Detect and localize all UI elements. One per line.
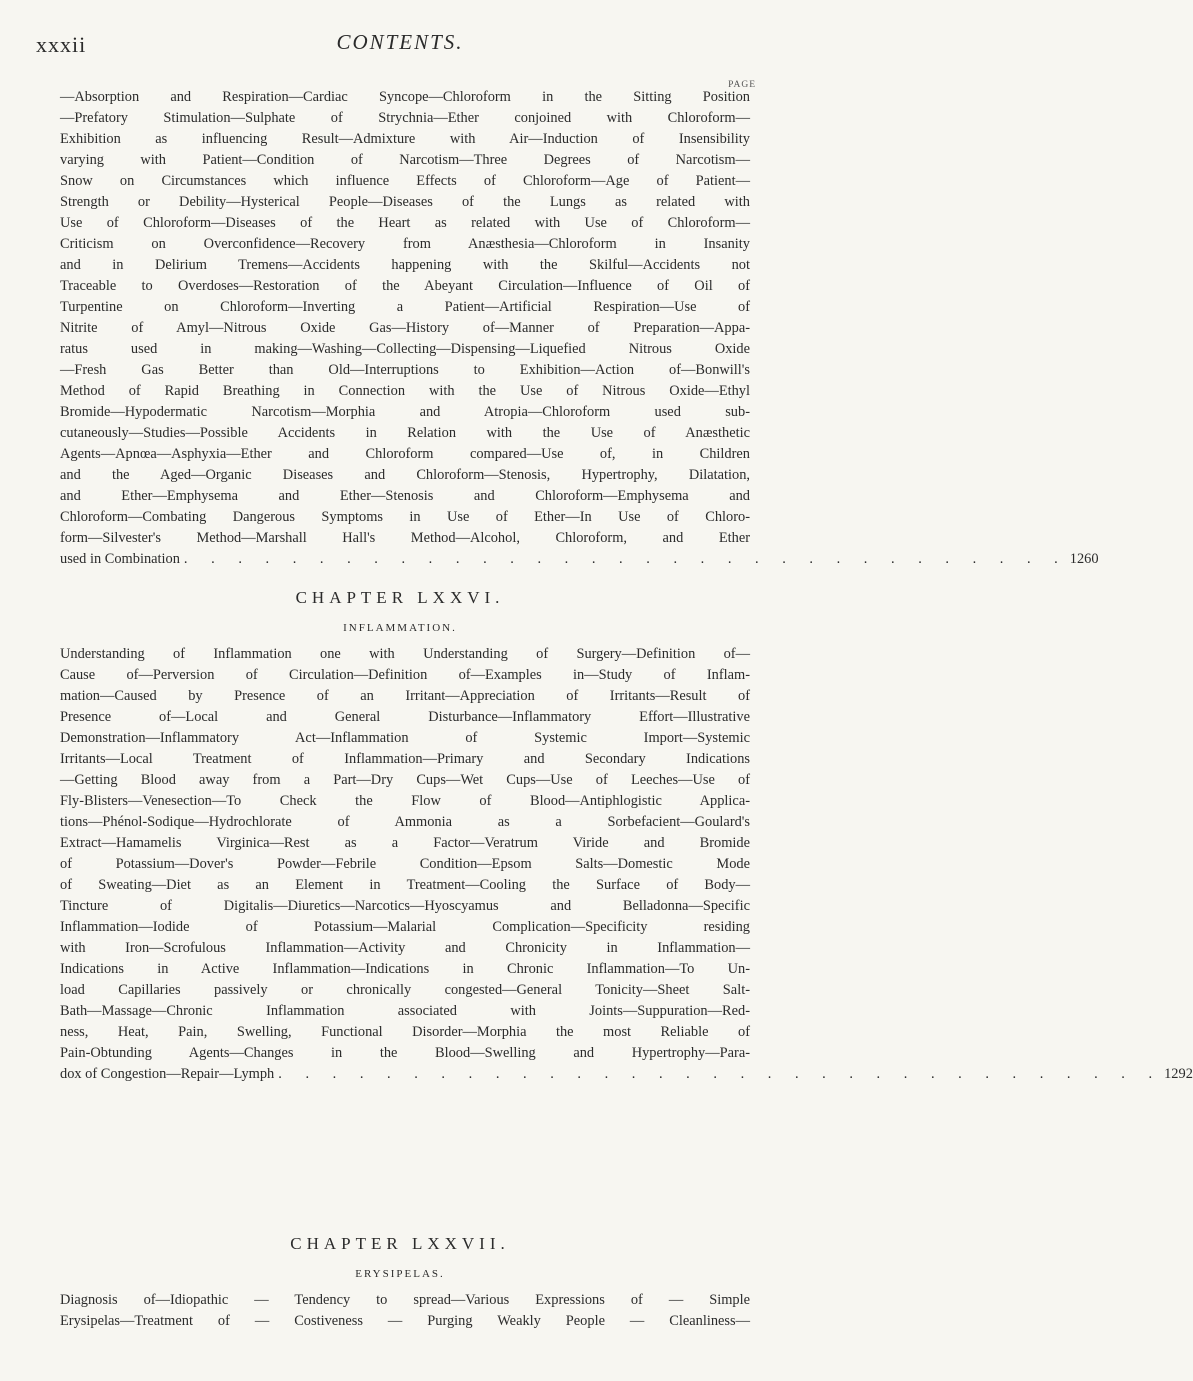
continued-section <box>60 87 1099 570</box>
chapter-76-contents <box>60 644 1193 1085</box>
contents-line: of Potassium—Dover's Powder—Febrile Condition—Epsom Salts—Domestic Mode <box>60 856 750 872</box>
contents-line: form—Silvester's Method—Marshall Hall's Method—Alcohol, Chloroform, and Ether <box>60 530 750 546</box>
contents-line: Traceable to Overdoses—Restoration of the Abeyant Circulation—Influence of Oil of <box>60 278 750 294</box>
leader-dots: . . . . . . . . . . . . . . . . . . . . . . . . . . . . . . . . . <box>183 551 1068 567</box>
contents-line: of Sweating—Diet as an Element in Treatment—Cooling the Surface of Body— <box>60 877 750 893</box>
contents-line: load Capillaries passively or chronically congested—General Tonicity—Sheet Salt- <box>60 982 750 998</box>
toc-entry-final-line <box>60 549 1099 570</box>
contents-line: Snow on Circumstances which influence Effects of Chloroform—Age of Patient— <box>60 173 750 189</box>
page-column-label: PAGE <box>728 80 756 90</box>
contents-line: Pain-Obtunding Agents—Changes in the Blood—Swelling and Hypertrophy—Para- <box>60 1045 750 1061</box>
contents-line: Tincture of Digitalis—Diuretics—Narcotics—Hyoscyamus and Belladonna—Specific <box>60 898 750 914</box>
contents-line: with Iron—Scrofulous Inflammation—Activity and Chronicity in Inflammation— <box>60 940 750 956</box>
contents-line: Turpentine on Chloroform—Inverting a Patient—Artificial Respiration—Use of <box>60 299 750 315</box>
continued-lines <box>60 87 750 549</box>
contents-line: and in Delirium Tremens—Accidents happening with the Skilful—Accidents not <box>60 257 750 273</box>
contents-line: Demonstration—Inflammatory Act—Inflammation of Systemic Import—Systemic <box>60 730 750 746</box>
contents-line: Bath—Massage—Chronic Inflammation associated with Joints—Suppuration—Red- <box>60 1003 750 1019</box>
chapter-77-heading: CHAPTER LXXVII. <box>290 1234 510 1253</box>
page-number: xxxii <box>36 32 87 57</box>
contents-line: Indications in Active Inflammation—Indications in Chronic Inflammation—To Un- <box>60 961 750 977</box>
toc-entry-text: used in Combination <box>60 551 180 567</box>
contents-line: —Prefatory Stimulation—Sulphate of Strychnia—Ether conjoined with Chloroform— <box>60 110 750 126</box>
contents-line: Strength or Debility—Hysterical People—Diseases of the Lungs as related with <box>60 194 750 210</box>
chapter-76-lines <box>60 644 750 1064</box>
contents-line: Criticism on Overconfidence—Recovery from Anæsthesia—Chloroform in Insanity <box>60 236 750 252</box>
chapter-76-subtitle: INFLAMMATION. <box>343 622 457 634</box>
toc-entry-final-line <box>60 1064 1193 1085</box>
contents-line: Fly-Blisters—Venesection—To Check the Flow of Blood—Antiphlogistic Applica- <box>60 793 750 809</box>
contents-line: Presence of—Local and General Disturbance—Inflammatory Effort—Illustrative <box>60 709 750 725</box>
contents-line: Chloroform—Combating Dangerous Symptoms in Use of Ether—In Use of Chloro- <box>60 509 750 525</box>
running-head: CONTENTS. <box>336 30 464 54</box>
contents-line: tions—Phénol-Sodique—Hydrochlorate of Ammonia as a Sorbefacient—Goulard's <box>60 814 750 830</box>
chapter-77-lines <box>60 1290 750 1332</box>
contents-line: and Ether—Emphysema and Ether—Stenosis and Chloroform—Emphysema and <box>60 488 750 504</box>
contents-line: —Fresh Gas Better than Old—Interruptions to Exhibition—Action of—Bonwill's <box>60 362 750 378</box>
contents-line: Erysipelas—Treatment of — Costiveness — Purging Weakly People — Cleanliness— <box>60 1313 750 1329</box>
contents-line: Cause of—Perversion of Circulation—Definition of—Examples in—Study of Inflam- <box>60 667 750 683</box>
chapter-76-heading: CHAPTER LXXVI. <box>295 588 505 607</box>
toc-page-ref: 1260 <box>1069 551 1099 567</box>
contents-line: Use of Chloroform—Diseases of the Heart as related with Use of Chloroform— <box>60 215 750 231</box>
contents-line: Agents—Apnœa—Asphyxia—Ether and Chloroform compared—Use of, in Children <box>60 446 750 462</box>
contents-line: —Getting Blood away from a Part—Dry Cups—Wet Cups—Use of Leeches—Use of <box>60 772 750 788</box>
contents-line: Inflammation—Iodide of Potassium—Malarial Complication—Specificity residing <box>60 919 750 935</box>
contents-line: Bromide—Hypodermatic Narcotism—Morphia and Atropia—Chloroform used sub- <box>60 404 750 420</box>
contents-line: varying with Patient—Condition of Narcotism—Three Degrees of Narcotism— <box>60 152 750 168</box>
chapter-77-subtitle: ERYSIPELAS. <box>355 1268 445 1280</box>
contents-line: mation—Caused by Presence of an Irritant—Appreciation of Irritants—Result of <box>60 688 750 704</box>
toc-entry-text: dox of Congestion—Repair—Lymph <box>60 1066 275 1082</box>
toc-page-ref: 1292 <box>1164 1066 1193 1082</box>
contents-line: Exhibition as influencing Result—Admixture with Air—Induction of Insensibility <box>60 131 750 147</box>
contents-line: Diagnosis of—Idiopathic — Tendency to spread—Various Expressions of — Simple <box>60 1292 750 1308</box>
contents-line: cutaneously—Studies—Possible Accidents in Relation with the Use of Anæsthetic <box>60 425 750 441</box>
contents-line: Extract—Hamamelis Virginica—Rest as a Factor—Veratrum Viride and Bromide <box>60 835 750 851</box>
contents-line: and the Aged—Organic Diseases and Chloroform—Stenosis, Hypertrophy, Dilatation, <box>60 467 750 483</box>
contents-line: Understanding of Inflammation one with Understanding of Surgery—Definition of— <box>60 646 750 662</box>
contents-line: Method of Rapid Breathing in Connection with the Use of Nitrous Oxide—Ethyl <box>60 383 750 399</box>
contents-line: Irritants—Local Treatment of Inflammation—Primary and Secondary Indications <box>60 751 750 767</box>
leader-dots: . . . . . . . . . . . . . . . . . . . . . . . . . . . . . . . . . <box>278 1066 1163 1082</box>
contents-line: ness, Heat, Pain, Swelling, Functional Disorder—Morphia the most Reliable of <box>60 1024 750 1040</box>
contents-line: ratus used in making—Washing—Collecting—Dispensing—Liquefied Nitrous Oxide <box>60 341 750 357</box>
chapter-77-contents <box>60 1290 750 1332</box>
contents-line: —Absorption and Respiration—Cardiac Syncope—Chloroform in the Sitting Position <box>60 89 750 105</box>
contents-line: Nitrite of Amyl—Nitrous Oxide Gas—History of—Manner of Preparation—Appa- <box>60 320 750 336</box>
